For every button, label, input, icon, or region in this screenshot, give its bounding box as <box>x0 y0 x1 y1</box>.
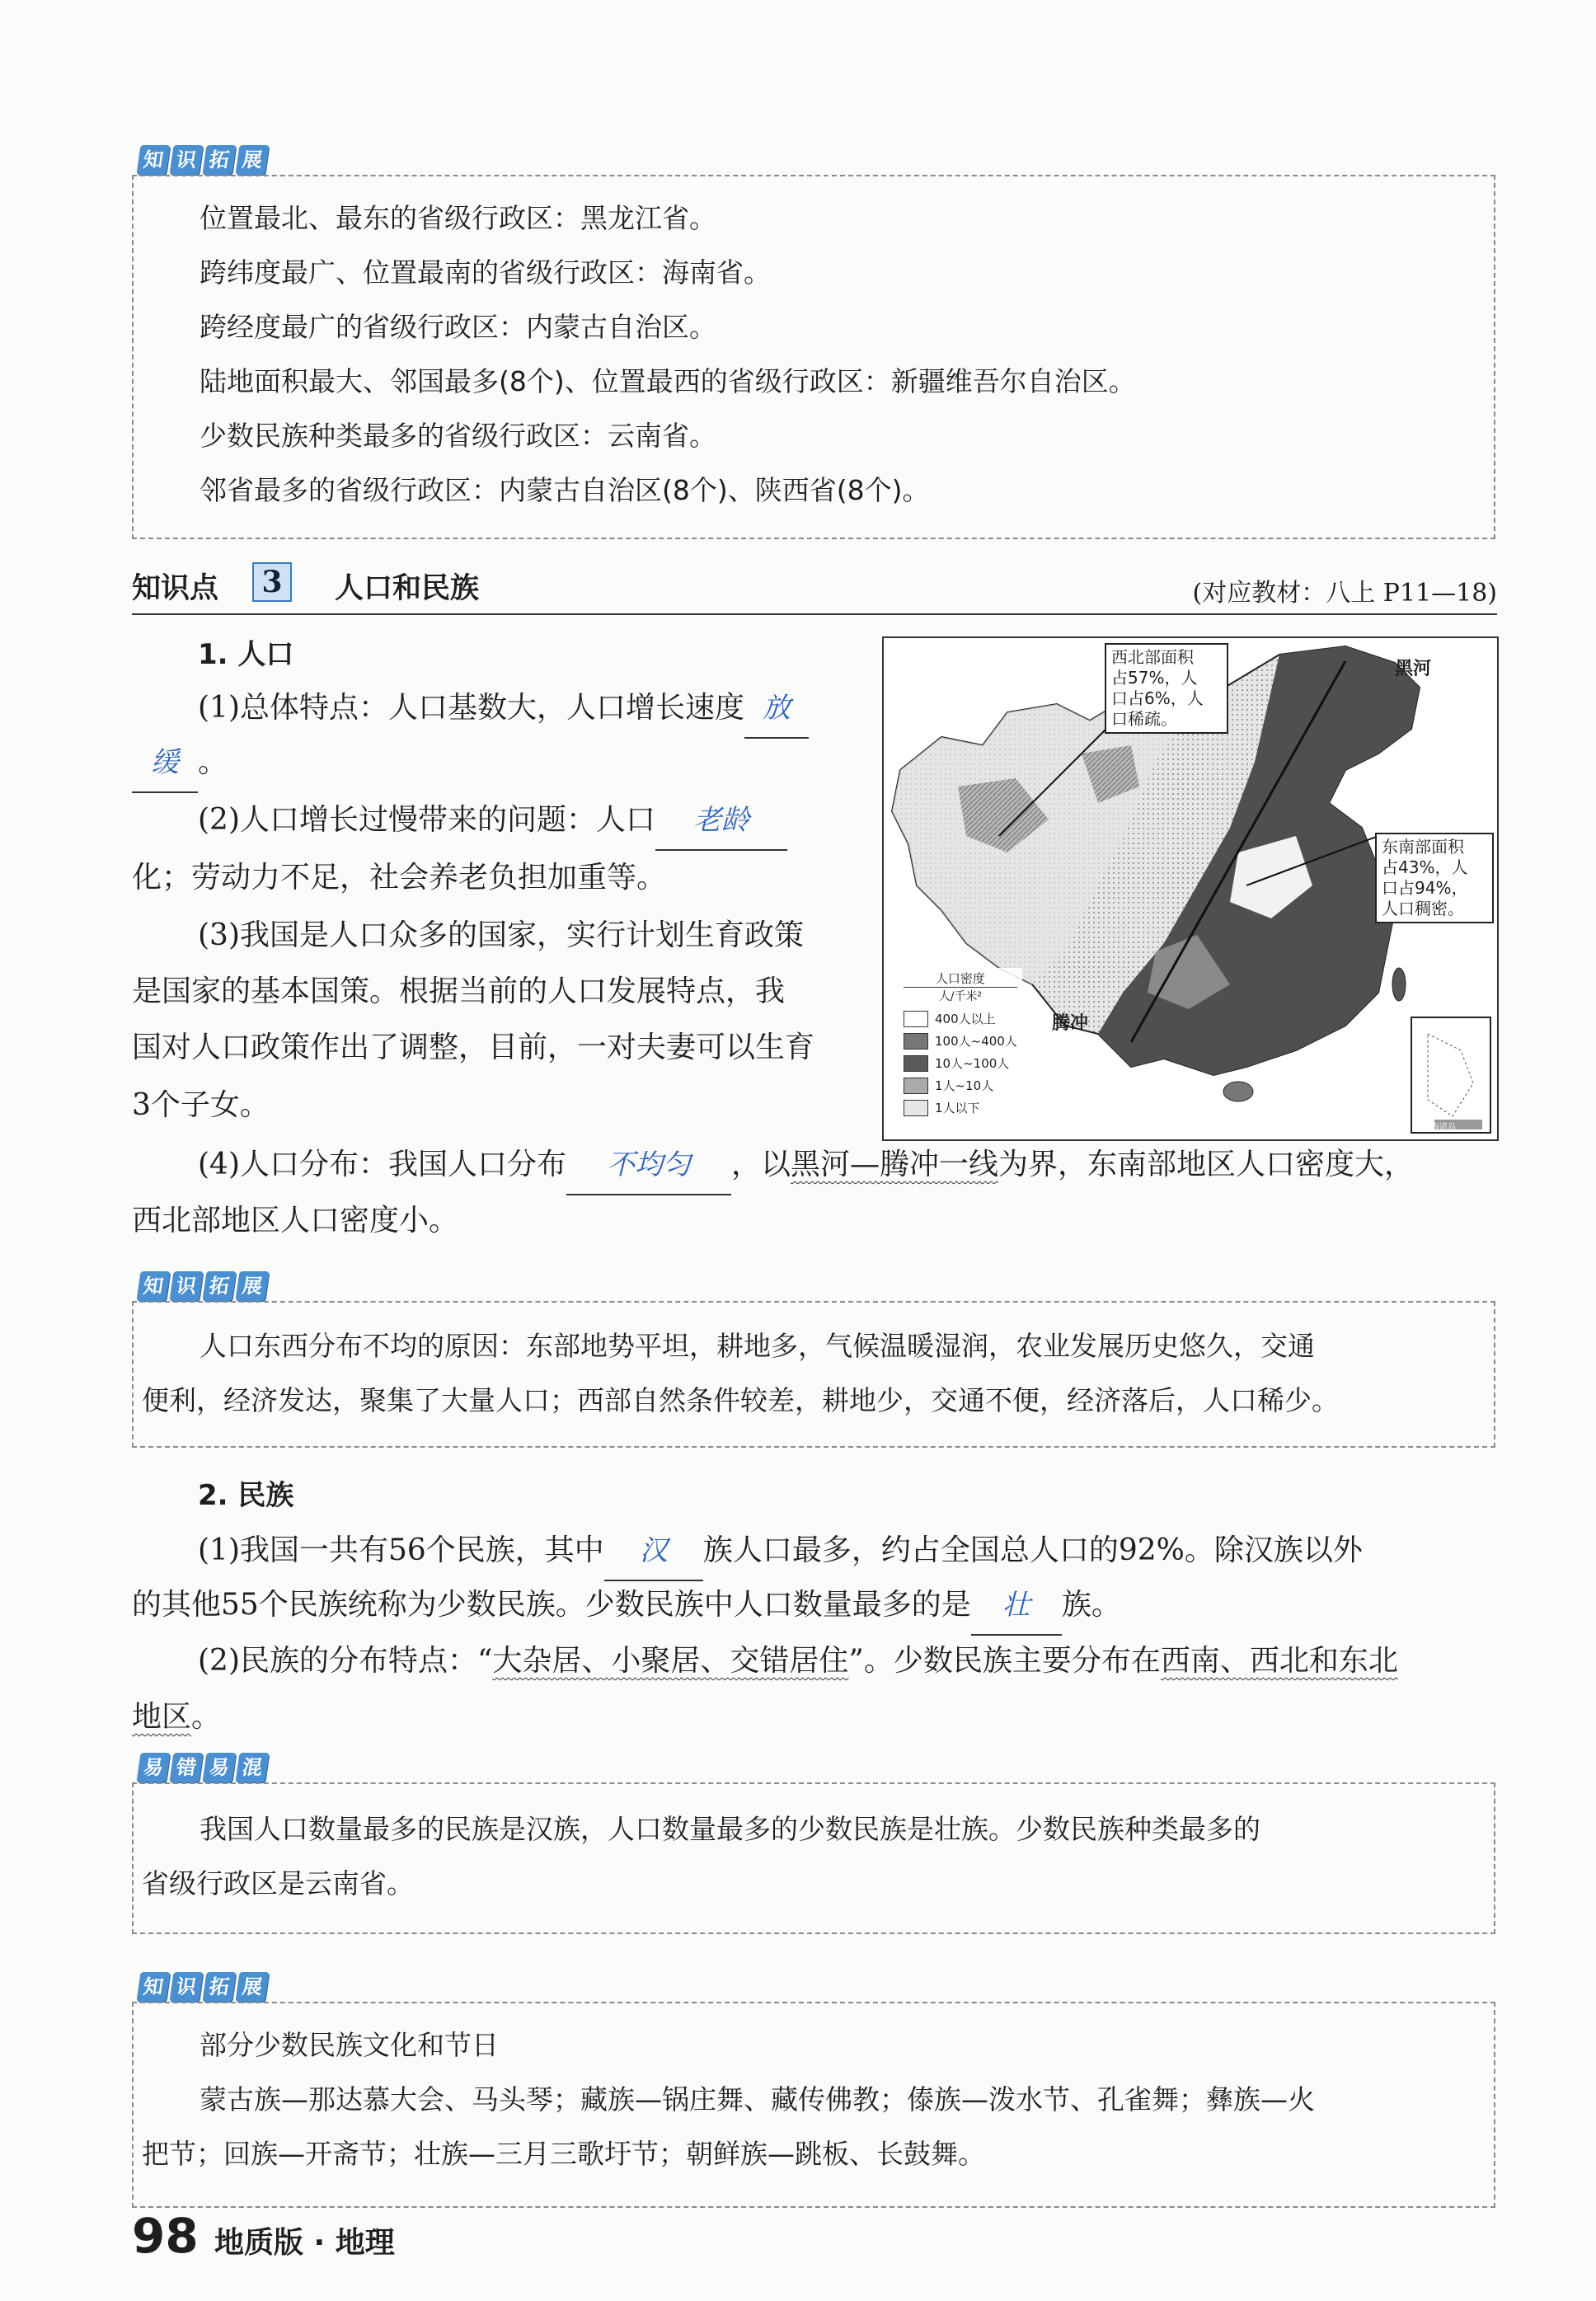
callout-northwest: 西北部面积 占57%，人 口占6%，人 口稀疏。 <box>1105 643 1228 734</box>
legend-item: 400人以上 <box>904 1007 1017 1030</box>
box-line: 部分少数民族文化和节日 <box>200 2029 499 2061</box>
ethnic-p1-cont <box>132 1576 1121 1636</box>
box-line: 便利，经济发达，聚集了大量人口；西部自然条件较差，耕地少，交通不便，经济落后，人口稀少。 <box>142 1384 1339 1416</box>
key-region-wavy: 地区 <box>132 1700 192 1734</box>
knowledge-box-4 <box>132 2002 1495 2208</box>
pop-p1-cont <box>132 734 228 793</box>
map-legend <box>899 968 1022 1120</box>
box-line: 位置最北、最东的省级行政区：黑龙江省。 <box>200 202 716 234</box>
legend-item: 1人以下 <box>904 1096 1017 1119</box>
text-segment: (4)人口分布：我国人口分布 <box>198 1148 566 1181</box>
answer-blank: 壮 <box>971 1576 1062 1636</box>
tag-char: 拓 <box>202 1271 236 1301</box>
knowledge-box-2 <box>132 1301 1495 1448</box>
legend-item: 1人~10人 <box>904 1074 1017 1096</box>
ethnic-p2-cont <box>132 1688 221 1746</box>
answer-blank: 不均匀 <box>566 1136 731 1195</box>
tag-char: 识 <box>169 1972 203 2002</box>
ethnic-p1 <box>198 1522 1363 1581</box>
tag-char: 识 <box>169 1271 203 1301</box>
answer-blank: 放 <box>744 679 809 739</box>
key-region-wavy: 西南、西北和东北 <box>1160 1644 1398 1678</box>
tag-char: 错 <box>169 1753 203 1782</box>
text-segment: 。 <box>198 745 228 779</box>
easy-mistake-tag <box>138 1753 267 1782</box>
section-header <box>132 561 1497 615</box>
south-china-sea-inset <box>1411 1017 1490 1133</box>
tag-char: 展 <box>235 1972 269 2002</box>
page-number: 98 <box>132 2208 199 2264</box>
tag-char: 易 <box>136 1753 170 1782</box>
legend-item: 100人~400人 <box>904 1030 1017 1052</box>
pop-p3-line: 国对人口政策作出了调整，目前，一对夫妻可以生育 <box>132 1031 815 1064</box>
pop-p3-line: 是国家的基本国策。根据当前的人口发展特点，我 <box>132 974 786 1008</box>
population-density-map <box>882 636 1499 1141</box>
tag-char: 知 <box>136 145 170 175</box>
pop-p2-cont: 化；劳动力不足，社会养老负担加重等。 <box>132 861 667 895</box>
box-line: 跨经度最广的省级行政区：内蒙古自治区。 <box>200 311 716 343</box>
section-title: 人口和民族 <box>335 572 480 605</box>
box-line: 蒙古族—那达慕大会、马头琴；藏族—锅庄舞、藏传佛教；傣族—泼水节、孔雀舞；彝族—火 <box>200 2083 1315 2116</box>
textbook-reference: (对应教材：八上 P11—18) <box>1192 579 1497 608</box>
tag-char: 展 <box>235 145 269 175</box>
legend-item: 10人~100人 <box>904 1052 1017 1074</box>
text-segment: (2)民族的分布特点：“ <box>198 1644 493 1678</box>
answer-blank: 老龄 <box>655 791 787 851</box>
tag-char: 知 <box>136 1972 170 2002</box>
text-segment: 的其他55个民族统称为少数民族。少数民族中人口数量最多的是 <box>132 1588 971 1622</box>
legend-title: 人口密度 <box>935 971 985 986</box>
answer-blank: 缓 <box>132 734 198 793</box>
box-line: 少数民族种类最多的省级行政区：云南省。 <box>200 420 716 452</box>
text-segment: 族人口最多，约占全国总人口的92%。除汉族以外 <box>702 1533 1363 1567</box>
edition-label: 地质版 · 地理 <box>214 2226 395 2260</box>
ethnic-p2 <box>198 1632 1398 1690</box>
key-line-wavy: 黑河—腾冲一线 <box>791 1148 999 1181</box>
tag-char: 识 <box>169 145 203 175</box>
text-segment: ，以 <box>731 1148 791 1181</box>
text-segment: ”。少数民族主要分布在 <box>848 1644 1161 1678</box>
pop-p2 <box>198 791 787 851</box>
box-line: 省级行政区是云南省。 <box>142 1867 414 1899</box>
box-line: 我国人口数量最多的民族是汉族，人口数量最多的少数民族是壮族。少数民族种类最多的 <box>200 1813 1260 1845</box>
hainan-island <box>1223 1082 1253 1101</box>
box-line: 陆地面积最大、邻国最多(8个)、位置最西的省级行政区：新疆维吾尔自治区。 <box>200 365 1136 397</box>
pop-p3-line: 3个子女。 <box>132 1088 270 1122</box>
section-label: 知识点 <box>132 572 219 605</box>
pop-p3-line: (3)我国是人口众多的国家，实行计划生育政策 <box>198 918 804 952</box>
pop-p4-cont: 西北部地区人口密度小。 <box>132 1204 459 1237</box>
label-heihe: 黑河 <box>1395 659 1432 679</box>
tag-char: 混 <box>235 1753 269 1782</box>
box-line: 人口东西分布不均的原因：东部地势平坦，耕地多，气候温暖湿润，农业发展历史悠久，交通 <box>200 1330 1315 1362</box>
inset-label: 南海诸岛 <box>1423 1123 1456 1132</box>
section-number: 3 <box>252 562 292 602</box>
ethnic-heading: 2. 民族 <box>198 1479 294 1512</box>
text-segment: (1)我国一共有56个民族，其中 <box>198 1533 604 1567</box>
tag-char: 拓 <box>202 145 236 175</box>
answer-blank: 汉 <box>604 1522 703 1581</box>
box-line: 把节；回族—开斋节；壮族—三月三歌圩节；朝鲜族—跳板、长鼓舞。 <box>142 2138 985 2170</box>
callout-southeast: 东南部面积 占43%，人 口占94%， 人口稠密。 <box>1375 833 1494 923</box>
knowledge-ext-tag <box>138 1271 267 1301</box>
knowledge-ext-tag <box>138 145 267 175</box>
knowledge-box-1 <box>132 175 1495 539</box>
easy-mistake-box <box>132 1782 1495 1934</box>
text-segment: (1)总体特点：人口基数大，人口增长速度 <box>198 691 744 725</box>
text-segment: 。 <box>191 1700 222 1734</box>
text-segment: 为界，东南部地区人口密度大， <box>998 1148 1415 1181</box>
tag-char: 知 <box>136 1271 170 1301</box>
taiwan-island <box>1392 968 1406 1001</box>
pop-p4 <box>198 1136 1414 1195</box>
label-tengchong: 腾冲 <box>1052 1013 1089 1034</box>
population-heading: 1. 人口 <box>198 638 294 671</box>
tag-char: 拓 <box>202 1972 236 2002</box>
box-line: 邻省最多的省级行政区：内蒙古自治区(8个)、陕西省(8个)。 <box>200 474 930 506</box>
text-segment: (2)人口增长过慢带来的问题：人口 <box>198 803 655 837</box>
tag-char: 易 <box>202 1753 236 1782</box>
legend-unit: 人/千米² <box>904 987 1017 1004</box>
text-segment: 族。 <box>1061 1588 1121 1622</box>
knowledge-ext-tag <box>138 1972 267 2002</box>
pop-p1 <box>198 679 809 739</box>
tag-char: 展 <box>235 1271 269 1301</box>
key-feature-wavy: 大杂居、小聚居、交错居住 <box>492 1644 849 1678</box>
box-line: 跨纬度最广、位置最南的省级行政区：海南省。 <box>200 256 771 289</box>
